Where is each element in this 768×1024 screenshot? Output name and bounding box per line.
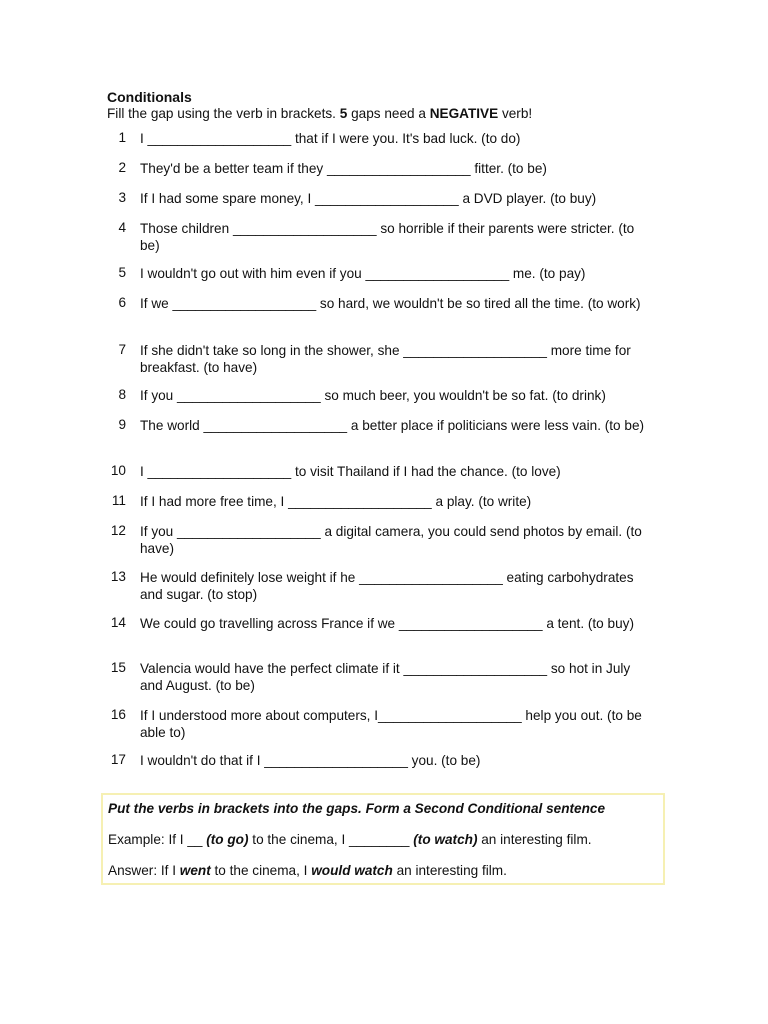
item-number: 11 <box>111 493 126 508</box>
worksheet-title: Conditionals <box>107 89 192 105</box>
item-number: 10 <box>110 463 126 478</box>
item-sentence: Those children ___________________ so horrible if their parents were stricter. (to be) <box>140 221 635 253</box>
item-number: 14 <box>110 615 126 630</box>
item-sentence: If she didn't take so long in the shower, she ___________________ more time for breakfast. (to have) <box>140 343 631 375</box>
item-number: 15 <box>110 660 126 675</box>
item-sentence: If you ___________________ so much beer, you wouldn't be so fat. (to drink) <box>140 388 606 403</box>
item-sentence: I ___________________ to visit Thailand if I had the chance. (to love) <box>140 464 561 479</box>
second-conditional-box <box>101 793 665 885</box>
item-number: 9 <box>118 417 126 432</box>
item-number: 5 <box>118 265 126 280</box>
item-number: 6 <box>118 295 126 310</box>
item-sentence: If you ___________________ a digital camera, you could send photos by email. (to have) <box>140 524 642 556</box>
item-sentence: We could go travelling across France if we ___________________ a tent. (to buy) <box>140 616 634 631</box>
item-number: 16 <box>110 707 126 722</box>
item-number: 17 <box>110 752 126 767</box>
item-number: 1 <box>118 130 126 145</box>
item-sentence: If I had some spare money, I ___________________ a DVD player. (to buy) <box>140 191 597 206</box>
example-sentence: Example: If I __ (to go) to the cinema, I ________ (to watch) an interesting film. <box>108 832 592 847</box>
item-sentence: They'd be a better team if they ___________________ fitter. (to be) <box>140 161 547 176</box>
item-sentence: If I understood more about computers, I___________________ help you out. (to be able to) <box>140 708 642 740</box>
item-number: 7 <box>118 342 126 357</box>
item-sentence: If we ___________________ so hard, we wouldn't be so tired all the time. (to work) <box>140 296 641 311</box>
item-sentence: I wouldn't do that if I ___________________ you. (to be) <box>140 753 481 768</box>
item-sentence: He would definitely lose weight if he ___________________ eating carbohydrates and sugar. (to stop) <box>140 570 634 602</box>
item-sentence: Valencia would have the perfect climate if it ___________________ so hot in July and August. (to be) <box>140 661 631 693</box>
box-heading: Put the verbs in brackets into the gaps. Form a Second Conditional sentence <box>108 801 606 816</box>
item-sentence: I ___________________ that if I were you. It's bad luck. (to do) <box>140 131 521 146</box>
item-number: 13 <box>110 569 126 584</box>
worksheet-instruction: Fill the gap using the verb in brackets. 5 gaps need a NEGATIVE verb! <box>107 106 533 121</box>
item-sentence: The world ___________________ a better place if politicians were less vain. (to be) <box>140 418 645 433</box>
item-number: 2 <box>118 160 126 175</box>
item-number: 4 <box>118 220 126 235</box>
item-number: 12 <box>110 523 126 538</box>
item-sentence: I wouldn't go out with him even if you ___________________ me. (to pay) <box>140 266 586 281</box>
item-number: 8 <box>118 387 126 402</box>
answer-sentence: Answer: If I went to the cinema, I would watch an interesting film. <box>108 863 507 878</box>
item-number: 3 <box>118 190 126 205</box>
item-sentence: If I had more free time, I ___________________ a play. (to write) <box>140 494 532 509</box>
